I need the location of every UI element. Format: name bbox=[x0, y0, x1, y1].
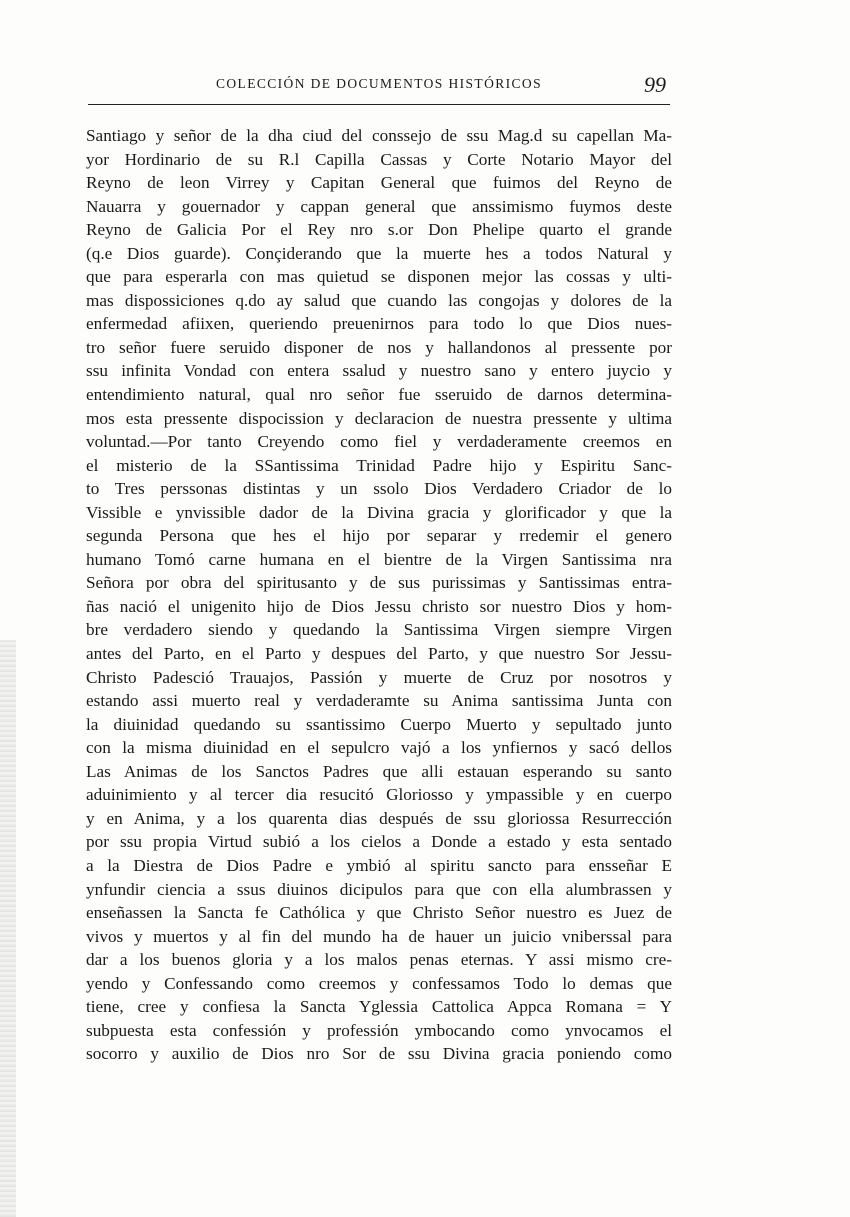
body-text bbox=[86, 124, 672, 1066]
page-number: 99 bbox=[644, 72, 666, 97]
text-line: Reyno de Galicia Por el Rey nro s.or Don Phelipe quarto el grande bbox=[86, 220, 672, 240]
text-line: enfermedad afiixen, queriendo preuenirnos para todo lo que Dios nues- bbox=[86, 314, 672, 334]
text-line: con la misma diuinidad en el sepulcro vajó a los ynfiernos y sacó dellos bbox=[86, 738, 672, 758]
text-line: ynfundir ciencia a ssus diuinos dicipulos para que con ella alumbrassen y bbox=[86, 879, 672, 899]
text-line: dar a los buenos gloria y a los malos penas eternas. Y assi mismo cre- bbox=[86, 950, 672, 970]
text-line: enseñassen la Sancta fe Cathólica y que Christo Señor nuestro es Juez de bbox=[86, 903, 672, 923]
text-line: ssu infinita Vondad con entera ssalud y nuestro sano y entero juycio y bbox=[86, 361, 672, 381]
text-line: antes del Parto, en el Parto y despues del Parto, y que nuestro Sor Jessu- bbox=[86, 644, 672, 664]
text-line: yor Hordinario de su R.l Capilla Cassas y Corte Notario Mayor del bbox=[86, 149, 672, 169]
text-line: to Tres perssonas distintas y un ssolo Dios Verdadero Criador de lo bbox=[86, 479, 672, 499]
text-line: entendimiento natural, qual nro señor fue sseruido de darnos determina- bbox=[86, 385, 672, 405]
text-line: bre verdadero siendo y quedando la Santissima Virgen siempre Virgen bbox=[86, 620, 672, 640]
text-line: por ssu propia Virtud subió a los cielos a Donde a estado y esta sentado bbox=[86, 832, 672, 852]
text-line: estando assi muerto real y verdaderamte su Anima santissima Junta con bbox=[86, 691, 672, 711]
text-line: la diuinidad quedando su ssantissimo Cuerpo Muerto y sepultado junto bbox=[86, 714, 672, 734]
text-line: a la Diestra de Dios Padre e ymbió al spiritu sancto para ensseñar E bbox=[86, 855, 672, 875]
text-line: el misterio de la SSantissima Trinidad Padre hijo y Espiritu Sanc- bbox=[86, 455, 672, 475]
text-line: Christo Padesció Trauajos, Passión y muerte de Cruz por nosotros y bbox=[86, 667, 672, 687]
text-line: (q.e Dios guarde). Conçiderando que la muerte hes a todos Natural y bbox=[86, 243, 672, 263]
text-line: mos esta pressente dispocission y declaracion de nuestra pressente y ultima bbox=[86, 408, 672, 428]
text-line: humano Tomó carne humana en el bientre de la Virgen Santissima nra bbox=[86, 549, 672, 569]
page-edge-shadow bbox=[0, 640, 16, 1217]
text-line: aduinimiento y al tercer dia resucitó Gloriosso y ympassible y en cuerpo bbox=[86, 785, 672, 805]
text-line: ñas nació el unigenito hijo de Dios Jessu christo sor nuestro Dios y hom- bbox=[86, 596, 672, 616]
text-line: segunda Persona que hes el hijo por separar y rredemir el genero bbox=[86, 526, 672, 546]
text-line: subpuesta esta confessión y professión ymbocando como ynvocamos el bbox=[86, 1020, 672, 1040]
text-line: yendo y Confessando como creemos y confessamos Todo lo demas que bbox=[86, 973, 672, 993]
text-line: que para esperarla con mas quietud se disponen mejor las cossas y ulti- bbox=[86, 267, 672, 287]
text-line: voluntad.—Por tanto Creyendo como fiel y verdaderamente creemos en bbox=[86, 432, 672, 452]
page-header bbox=[88, 68, 670, 105]
text-line: Reyno de leon Virrey y Capitan General que fuimos del Reyno de bbox=[86, 173, 672, 193]
text-line: Vissible e ynvissible dador de la Divina gracia y glorificador y que la bbox=[86, 502, 672, 522]
text-line: Las Animas de los Sanctos Padres que alli estauan esperando su santo bbox=[86, 761, 672, 781]
text-line: tro señor fuere seruido disponer de nos y hallandonos al pressente por bbox=[86, 337, 672, 357]
text-line: Señora por obra del spiritusanto y de sus purissimas y Santissimas entra- bbox=[86, 573, 672, 593]
text-line: tiene, cree y confiesa la Sancta Yglessia Cattolica Appca Romana = Y bbox=[86, 997, 672, 1017]
text-line: Santiago y señor de la dha ciud del conssejo de ssu Mag.d su capellan Ma- bbox=[86, 126, 672, 145]
text-line: Nauarra y gouernador y cappan general que anssimismo fuymos deste bbox=[86, 196, 672, 216]
text-line: mas dispossiciones q.do ay salud que cuando las congojas y dolores de la bbox=[86, 290, 672, 310]
text-line: socorro y auxilio de Dios nro Sor de ssu Divina gracia poniendo como bbox=[86, 1044, 672, 1064]
text-line: vivos y muertos y al fin del mundo ha de hauer un juicio vniberssal para bbox=[86, 926, 672, 946]
text-line: y en Anima, y a los quarenta dias después de ssu gloriossa Resurrección bbox=[86, 808, 672, 828]
running-head: COLECCIÓN DE DOCUMENTOS HISTÓRICOS bbox=[216, 76, 542, 91]
